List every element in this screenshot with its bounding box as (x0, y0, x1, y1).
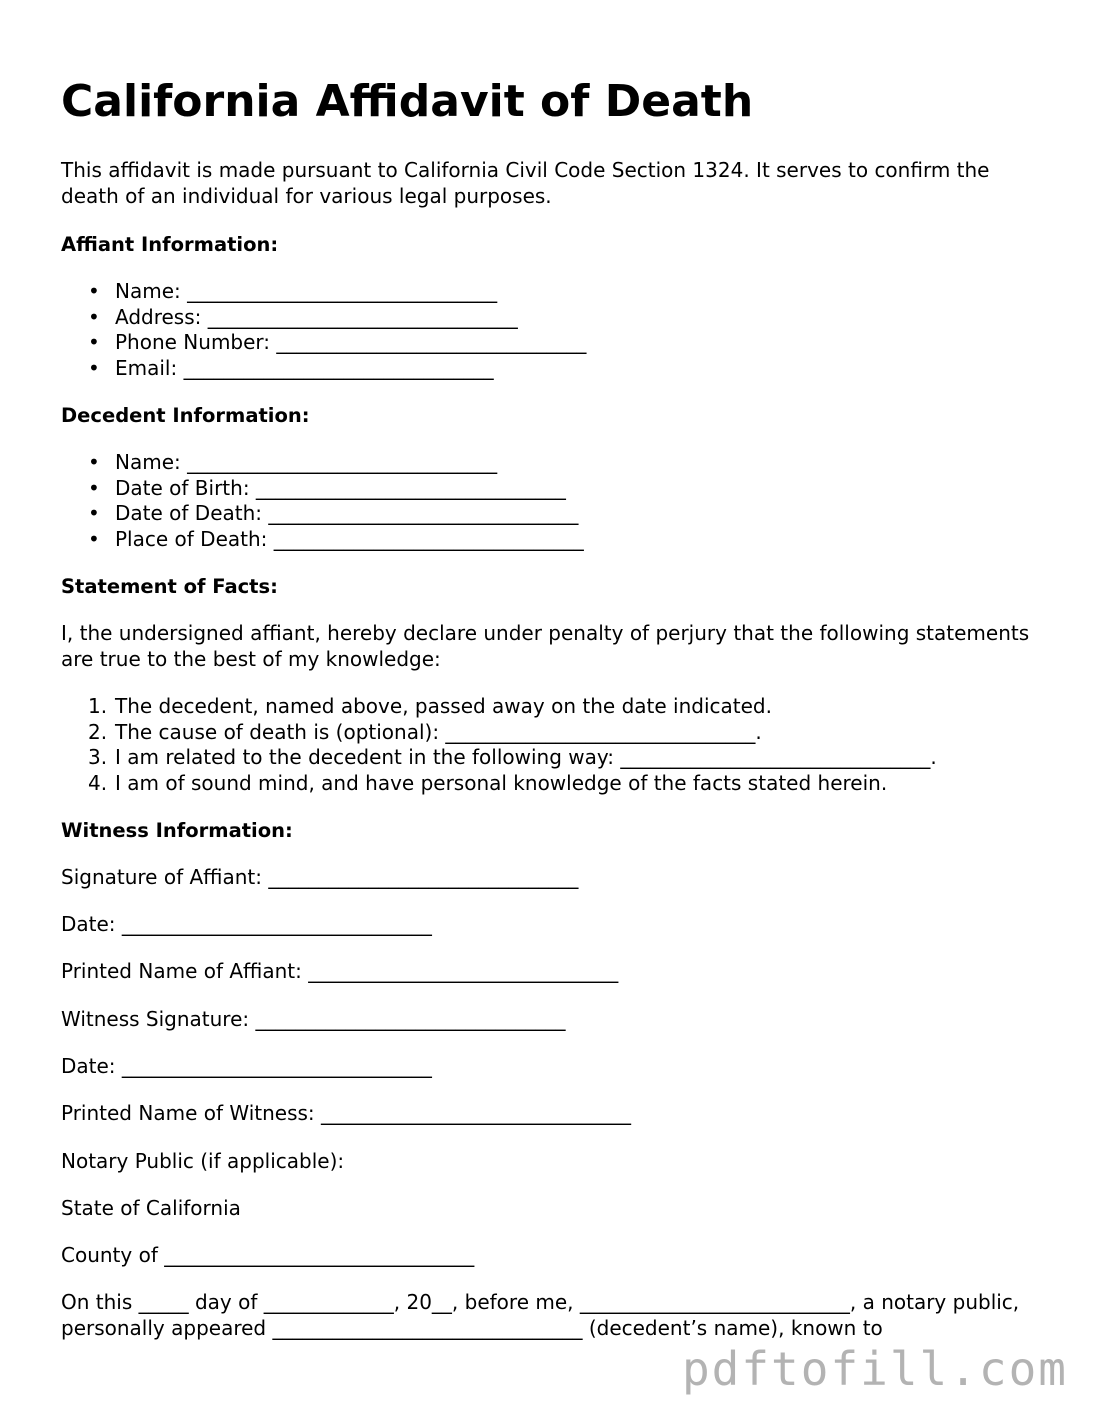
decedent-birth-date-field[interactable]: • Date of Birth: _______________________________ (88, 476, 584, 502)
witness-heading: Witness Information: (61, 819, 293, 842)
facts-heading: Statement of Facts: (61, 575, 278, 598)
fact-text: The decedent, named above, passed away on the date indicated. (115, 694, 772, 718)
decedent-death-date-field[interactable]: • Date of Death: _______________________________ (88, 501, 584, 527)
fact-number: 4. (88, 770, 108, 795)
affiant-signature-field[interactable]: Signature of Affiant: _______________________________ (61, 865, 579, 889)
affiant-date-field[interactable]: Date: _______________________________ (61, 912, 432, 936)
affiant-address-field[interactable]: • Address: _______________________________ (88, 305, 586, 331)
affiant-email-field[interactable]: • Email: _______________________________ (88, 356, 586, 382)
affiant-fields-list (88, 279, 586, 381)
relationship-field[interactable]: I am related to the decedent in the following way: _______________________________. (115, 745, 937, 769)
notary-paragraph: On this _____ day of _____________, 20__, before me, ___________________________, a notary public, personally appeared _______________________________ (decedent’s name), known to (61, 1290, 1020, 1340)
fact-number: 3. (88, 745, 108, 769)
affiant-printed-name-field[interactable]: Printed Name of Affiant: _______________________________ (61, 959, 619, 983)
decedent-death-place-field[interactable]: • Place of Death: _______________________________ (88, 527, 584, 553)
document-title: California Affidavit of Death (61, 76, 754, 127)
fact-item[interactable] (88, 720, 937, 746)
facts-intro-paragraph: I, the undersigned affiant, hereby declare under penalty of perjury that the following statements are true to the best of my knowledge: (61, 621, 1030, 671)
affiant-phone-field[interactable]: • Phone Number: _______________________________ (88, 330, 586, 356)
fact-number: 2. (88, 719, 108, 744)
facts-list (88, 694, 937, 796)
decedent-heading: Decedent Information: (61, 404, 310, 427)
witness-signature-field[interactable]: Witness Signature: _______________________________ (61, 1007, 566, 1031)
cause-of-death-field[interactable]: The cause of death is (optional): _______________________________. (115, 719, 762, 744)
notary-label: Notary Public (if applicable): (61, 1149, 345, 1173)
witness-date-field[interactable]: Date: _______________________________ (61, 1054, 432, 1078)
intro-paragraph: This affidavit is made pursuant to California Civil Code Section 1324. It serves to confirm the death of an individual for various legal purposes. (61, 158, 990, 208)
fact-item (88, 771, 937, 797)
affiant-heading: Affiant Information: (61, 233, 279, 256)
fact-item (88, 694, 937, 720)
watermark-logo: pdftofill.com (681, 1342, 1068, 1396)
witness-printed-name-field[interactable]: Printed Name of Witness: _______________________________ (61, 1101, 632, 1125)
affiant-name-field[interactable]: • Name: _______________________________ (88, 279, 586, 305)
county-field[interactable]: County of _______________________________ (61, 1243, 475, 1267)
decedent-name-field[interactable]: • Name: _______________________________ (88, 450, 584, 476)
fact-text: I am of sound mind, and have personal knowledge of the facts stated herein. (115, 770, 888, 795)
decedent-fields-list (88, 450, 584, 552)
fact-number: 1. (88, 694, 108, 718)
state-label: State of California (61, 1196, 241, 1220)
fact-item[interactable] (88, 745, 937, 771)
